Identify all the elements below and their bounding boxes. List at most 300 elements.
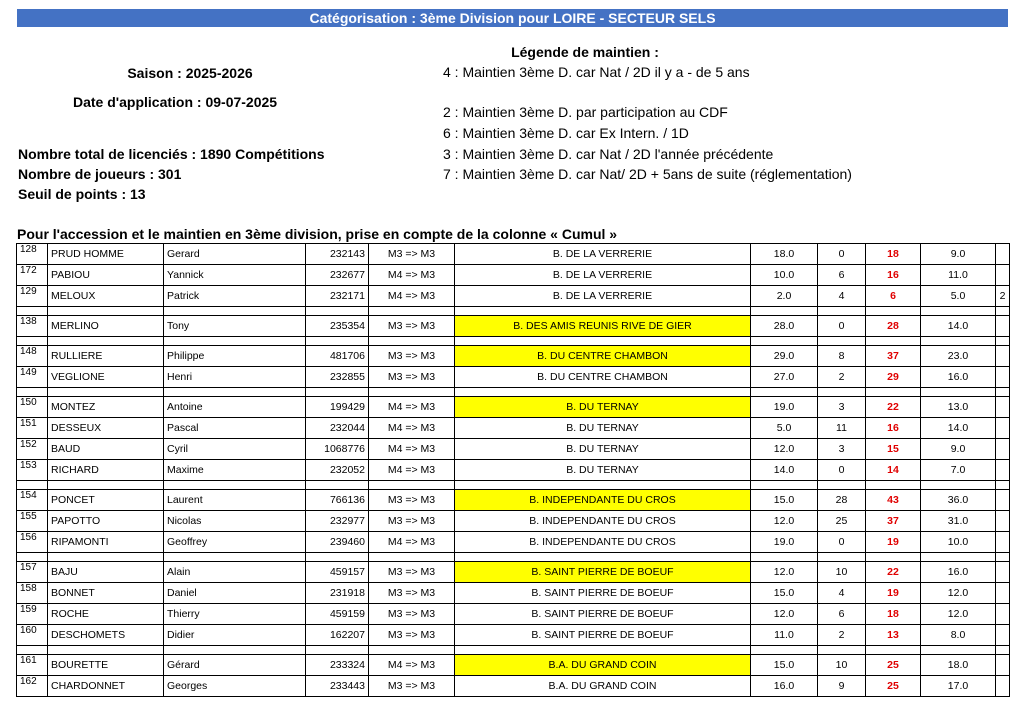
points-threshold: Seuil de points : 13 [18,186,146,202]
category-change: M4 => M3 [369,265,455,286]
points-bonus: 4 [818,583,866,604]
empty-cell [818,307,866,316]
empty-cell [818,388,866,397]
first-name: Alain [164,562,306,583]
points-cumul: 25 [866,676,921,697]
legend-line: 4 : Maintien 3ème D. car Nat / 2D il y a - de 5 ans [443,64,750,80]
points-season: 19.0 [751,532,818,553]
row-number: 157 [17,562,48,583]
maintien-code [996,532,1010,553]
points-bonus: 0 [818,460,866,481]
legend-line: 6 : Maintien 3ème D. car Ex Intern. / 1D [443,125,689,141]
empty-cell [921,481,996,490]
empty-cell [818,481,866,490]
club-name: B. SAINT PIERRE DE BOEUF [455,625,751,646]
club-name: B. INDEPENDANTE DU CROS [455,490,751,511]
last-name: MONTEZ [48,397,164,418]
points-season: 29.0 [751,346,818,367]
category-change: M3 => M3 [369,244,455,265]
points-bonus: 3 [818,439,866,460]
legend-title: Légende de maintien : [511,44,659,60]
points-cumul: 16 [866,418,921,439]
club-name: B. DES AMIS REUNIS RIVE DE GIER [455,316,751,337]
empty-cell [164,388,306,397]
points-season: 14.0 [751,460,818,481]
application-date: Date d'application : 09-07-2025 [73,94,278,110]
empty-cell [921,337,996,346]
points-average: 12.0 [921,583,996,604]
empty-cell [306,646,369,655]
licence-number: 232677 [306,265,369,286]
empty-cell [921,307,996,316]
maintien-code [996,676,1010,697]
empty-cell [996,337,1010,346]
category-change: M3 => M3 [369,676,455,697]
points-bonus: 2 [818,367,866,388]
licence-number: 232052 [306,460,369,481]
empty-cell [751,307,818,316]
row-number: 152 [17,439,48,460]
row-number: 138 [17,316,48,337]
empty-cell [369,307,455,316]
club-name: B. DU TERNAY [455,397,751,418]
maintien-code [996,583,1010,604]
empty-cell [369,481,455,490]
table-row [17,583,1010,604]
empty-cell [455,388,751,397]
points-bonus: 3 [818,397,866,418]
points-season: 12.0 [751,562,818,583]
points-bonus: 2 [818,625,866,646]
points-cumul: 13 [866,625,921,646]
points-cumul: 37 [866,346,921,367]
points-cumul: 16 [866,265,921,286]
last-name: RULLIERE [48,346,164,367]
points-season: 18.0 [751,244,818,265]
points-season: 11.0 [751,625,818,646]
licence-number: 232171 [306,286,369,307]
empty-cell [996,553,1010,562]
row-number: 149 [17,367,48,388]
empty-cell [48,553,164,562]
last-name: RICHARD [48,460,164,481]
points-bonus: 0 [818,532,866,553]
points-season: 2.0 [751,286,818,307]
title-banner: Catégorisation : 3ème Division pour LOIRE - SECTEUR SELS [17,9,1008,27]
licence-number: 481706 [306,346,369,367]
row-number: 151 [17,418,48,439]
empty-cell [164,337,306,346]
empty-cell [164,307,306,316]
points-bonus: 8 [818,346,866,367]
points-average: 10.0 [921,532,996,553]
empty-cell [751,646,818,655]
empty-cell [455,481,751,490]
club-name: B. DU TERNAY [455,418,751,439]
empty-cell [164,553,306,562]
last-name: MELOUX [48,286,164,307]
empty-cell [48,388,164,397]
empty-cell [751,481,818,490]
empty-cell [818,553,866,562]
points-average: 16.0 [921,367,996,388]
points-average: 14.0 [921,418,996,439]
empty-cell [751,388,818,397]
licence-number: 459157 [306,562,369,583]
empty-cell [306,553,369,562]
points-bonus: 0 [818,244,866,265]
points-cumul: 18 [866,244,921,265]
group-separator [17,646,1010,655]
last-name: DESSEUX [48,418,164,439]
licence-number: 235354 [306,316,369,337]
category-change: M4 => M3 [369,532,455,553]
first-name: Antoine [164,397,306,418]
empty-cell [48,337,164,346]
points-season: 19.0 [751,397,818,418]
points-cumul: 18 [866,604,921,625]
first-name: Patrick [164,286,306,307]
club-name: B. INDEPENDANTE DU CROS [455,532,751,553]
empty-cell [17,646,48,655]
licence-number: 162207 [306,625,369,646]
points-average: 36.0 [921,490,996,511]
empty-cell [866,337,921,346]
legend-line: 2 : Maintien 3ème D. par participation au CDF [443,104,728,120]
category-change: M3 => M3 [369,490,455,511]
last-name: PABIOU [48,265,164,286]
row-number: 148 [17,346,48,367]
maintien-code [996,397,1010,418]
category-change: M4 => M3 [369,418,455,439]
total-licencies: Nombre total de licenciés : 1890 Compétitions [18,146,325,162]
empty-cell [17,481,48,490]
points-cumul: 22 [866,562,921,583]
empty-cell [818,337,866,346]
maintien-code [996,265,1010,286]
row-number: 155 [17,511,48,532]
empty-cell [921,553,996,562]
last-name: BOURETTE [48,655,164,676]
licence-number: 232977 [306,511,369,532]
club-name: B. DU TERNAY [455,439,751,460]
empty-cell [455,646,751,655]
first-name: Pascal [164,418,306,439]
first-name: Geoffrey [164,532,306,553]
last-name: DESCHOMETS [48,625,164,646]
points-average: 13.0 [921,397,996,418]
group-separator [17,553,1010,562]
empty-cell [866,481,921,490]
licence-number: 199429 [306,397,369,418]
points-bonus: 10 [818,655,866,676]
row-number: 162 [17,676,48,697]
points-bonus: 10 [818,562,866,583]
points-cumul: 6 [866,286,921,307]
club-name: B.A. DU GRAND COIN [455,655,751,676]
section-heading: Pour l'accession et le maintien en 3ème division, prise en compte de la colonne « Cumul » [17,226,618,242]
table-row [17,439,1010,460]
row-number: 154 [17,490,48,511]
first-name: Daniel [164,583,306,604]
empty-cell [996,307,1010,316]
category-change: M4 => M3 [369,286,455,307]
last-name: PAPOTTO [48,511,164,532]
points-season: 10.0 [751,265,818,286]
points-average: 7.0 [921,460,996,481]
points-season: 28.0 [751,316,818,337]
points-season: 12.0 [751,511,818,532]
empty-cell [164,646,306,655]
first-name: Didier [164,625,306,646]
club-name: B. INDEPENDANTE DU CROS [455,511,751,532]
empty-cell [369,553,455,562]
maintien-code [996,418,1010,439]
category-change: M3 => M3 [369,346,455,367]
points-average: 16.0 [921,562,996,583]
points-season: 12.0 [751,439,818,460]
points-cumul: 19 [866,532,921,553]
points-season: 16.0 [751,676,818,697]
club-name: B. DE LA VERRERIE [455,265,751,286]
empty-cell [751,337,818,346]
empty-cell [921,388,996,397]
first-name: Philippe [164,346,306,367]
licence-number: 231918 [306,583,369,604]
category-change: M3 => M3 [369,625,455,646]
licence-number: 232143 [306,244,369,265]
table-row [17,604,1010,625]
points-average: 11.0 [921,265,996,286]
category-change: M3 => M3 [369,604,455,625]
legend-line: 7 : Maintien 3ème D. car Nat/ 2D + 5ans de suite (réglementation) [443,166,852,182]
points-season: 27.0 [751,367,818,388]
maintien-code [996,511,1010,532]
category-change: M3 => M3 [369,562,455,583]
group-separator [17,388,1010,397]
last-name: PRUD HOMME [48,244,164,265]
empty-cell [866,553,921,562]
points-cumul: 25 [866,655,921,676]
last-name: RIPAMONTI [48,532,164,553]
empty-cell [455,553,751,562]
empty-cell [369,337,455,346]
club-name: B. SAINT PIERRE DE BOEUF [455,604,751,625]
empty-cell [17,337,48,346]
licence-number: 232855 [306,367,369,388]
group-separator [17,307,1010,316]
season-label: Saison : 2025-2026 [127,65,253,81]
club-name: B. DU CENTRE CHAMBON [455,367,751,388]
maintien-code [996,439,1010,460]
table-row [17,676,1010,697]
table-row [17,418,1010,439]
club-name: B. SAINT PIERRE DE BOEUF [455,583,751,604]
points-season: 15.0 [751,490,818,511]
club-name: B. DE LA VERRERIE [455,286,751,307]
empty-cell [751,553,818,562]
licence-number: 233324 [306,655,369,676]
empty-cell [48,646,164,655]
first-name: Laurent [164,490,306,511]
row-number: 158 [17,583,48,604]
row-number: 156 [17,532,48,553]
row-number: 172 [17,265,48,286]
club-name: B. DU TERNAY [455,460,751,481]
points-average: 14.0 [921,316,996,337]
points-average: 23.0 [921,346,996,367]
table-row [17,346,1010,367]
licence-number: 459159 [306,604,369,625]
last-name: PONCET [48,490,164,511]
licence-number: 232044 [306,418,369,439]
points-bonus: 28 [818,490,866,511]
empty-cell [455,307,751,316]
points-bonus: 11 [818,418,866,439]
empty-cell [369,646,455,655]
row-number: 153 [17,460,48,481]
empty-cell [164,481,306,490]
last-name: VEGLIONE [48,367,164,388]
empty-cell [818,646,866,655]
points-average: 12.0 [921,604,996,625]
first-name: Georges [164,676,306,697]
table-row [17,316,1010,337]
last-name: ROCHE [48,604,164,625]
row-number: 128 [17,244,48,265]
last-name: BAJU [48,562,164,583]
row-number: 150 [17,397,48,418]
maintien-code: 2 [996,286,1010,307]
empty-cell [17,307,48,316]
table-row [17,532,1010,553]
empty-cell [369,388,455,397]
points-bonus: 4 [818,286,866,307]
first-name: Thierry [164,604,306,625]
last-name: BONNET [48,583,164,604]
maintien-code [996,490,1010,511]
row-number: 129 [17,286,48,307]
empty-cell [306,307,369,316]
licence-number: 239460 [306,532,369,553]
category-change: M3 => M3 [369,316,455,337]
empty-cell [17,388,48,397]
points-average: 17.0 [921,676,996,697]
points-bonus: 6 [818,265,866,286]
first-name: Nicolas [164,511,306,532]
points-bonus: 25 [818,511,866,532]
empty-cell [306,337,369,346]
maintien-code [996,655,1010,676]
points-cumul: 22 [866,397,921,418]
maintien-code [996,346,1010,367]
club-name: B.A. DU GRAND COIN [455,676,751,697]
points-season: 15.0 [751,655,818,676]
licence-number: 766136 [306,490,369,511]
empty-cell [48,481,164,490]
table-row [17,286,1010,307]
table-row [17,511,1010,532]
table-row [17,244,1010,265]
points-cumul: 14 [866,460,921,481]
empty-cell [48,307,164,316]
row-number: 161 [17,655,48,676]
first-name: Gerard [164,244,306,265]
maintien-code [996,562,1010,583]
empty-cell [306,388,369,397]
points-season: 5.0 [751,418,818,439]
points-average: 31.0 [921,511,996,532]
row-number: 160 [17,625,48,646]
maintien-code [996,316,1010,337]
club-name: B. DU CENTRE CHAMBON [455,346,751,367]
table-row [17,562,1010,583]
last-name: BAUD [48,439,164,460]
empty-cell [866,646,921,655]
table-row [17,625,1010,646]
empty-cell [455,337,751,346]
first-name: Tony [164,316,306,337]
category-change: M4 => M3 [369,460,455,481]
player-count: Nombre de joueurs : 301 [18,166,182,182]
empty-cell [866,307,921,316]
legend-line: 3 : Maintien 3ème D. car Nat / 2D l'année précédente [443,146,774,162]
empty-cell [306,481,369,490]
category-change: M4 => M3 [369,655,455,676]
club-name: B. SAINT PIERRE DE BOEUF [455,562,751,583]
points-cumul: 28 [866,316,921,337]
club-name: B. DE LA VERRERIE [455,244,751,265]
group-separator [17,337,1010,346]
empty-cell [866,388,921,397]
first-name: Cyril [164,439,306,460]
points-average: 9.0 [921,244,996,265]
licence-number: 233443 [306,676,369,697]
first-name: Yannick [164,265,306,286]
table-row [17,265,1010,286]
table-row [17,397,1010,418]
first-name: Gérard [164,655,306,676]
empty-cell [17,553,48,562]
players-table [16,243,1010,697]
category-change: M4 => M3 [369,439,455,460]
maintien-code [996,604,1010,625]
last-name: CHARDONNET [48,676,164,697]
points-cumul: 37 [866,511,921,532]
first-name: Henri [164,367,306,388]
points-cumul: 15 [866,439,921,460]
first-name: Maxime [164,460,306,481]
empty-cell [921,646,996,655]
maintien-code [996,625,1010,646]
last-name: MERLINO [48,316,164,337]
points-season: 12.0 [751,604,818,625]
empty-cell [996,481,1010,490]
table-row [17,490,1010,511]
category-change: M4 => M3 [369,397,455,418]
table-row [17,655,1010,676]
category-change: M3 => M3 [369,511,455,532]
category-change: M3 => M3 [369,583,455,604]
points-average: 5.0 [921,286,996,307]
table-row [17,367,1010,388]
maintien-code [996,367,1010,388]
points-cumul: 43 [866,490,921,511]
empty-cell [996,646,1010,655]
points-cumul: 29 [866,367,921,388]
points-bonus: 9 [818,676,866,697]
points-bonus: 6 [818,604,866,625]
